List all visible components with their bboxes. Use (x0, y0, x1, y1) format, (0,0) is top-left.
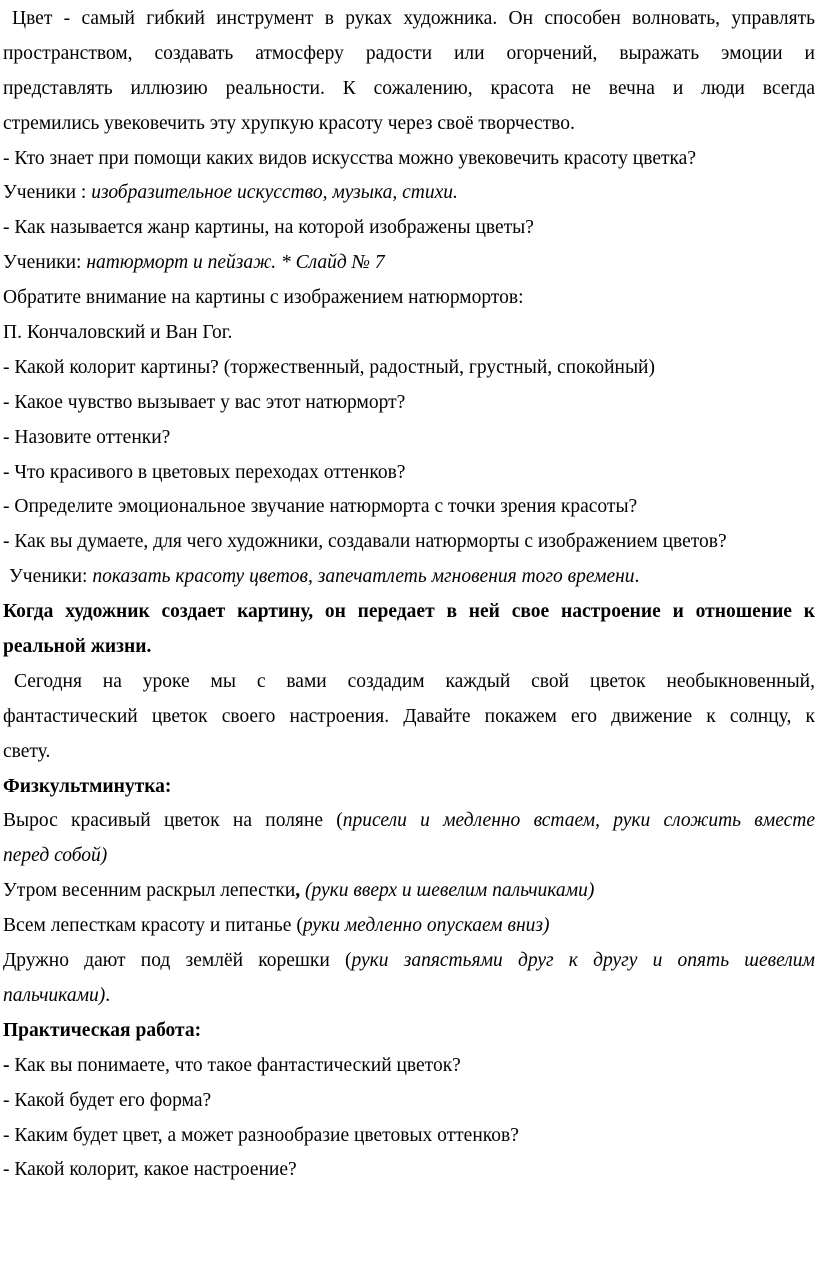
fizkult-heading-text: Физкультминутка: (3, 775, 172, 797)
question-1: - Кто знает при помощи каких видов искусства можно увековечить красоту цветка? (3, 147, 696, 169)
fizkult-row-4b-end: . (105, 984, 111, 1006)
answer-2 (3, 246, 815, 281)
practice-question-1-dash: - (3, 1054, 10, 1076)
question-2: - Как называется жанр картины, на которой изображены цветы? (3, 217, 534, 239)
fizkult-row-1-text: Вырос красивый цветок на поляне ( (3, 810, 343, 832)
practice-question-4: - Какой колорит, какое настроение? (3, 1159, 297, 1181)
answer-3-end: . (634, 566, 640, 588)
question-why: - Как вы думаете, для чего художники, создавали натюрморты с изображением цветов? (3, 531, 727, 553)
intro-line-4: стремились увековечить эту хрупкую красоту через своё творчество. (3, 112, 575, 134)
fizkult-row-4-action: руки запястьями друг к другу и опять шевелим (351, 950, 815, 972)
practice-heading-text: Практическая работа: (3, 1019, 202, 1041)
note-line-1: Обратите внимание на картины с изображением натюрмортов: (3, 287, 524, 309)
fizkult-row-4b (3, 979, 815, 1014)
answer-1-prefix: Ученики : (3, 182, 92, 204)
question-emotion: - Определите эмоциональное звучание натюрморта с точки зрения красоты? (3, 496, 638, 518)
bold-statement-line-2 (3, 630, 815, 665)
fizkult-row-3-action: руки медленно опускаем вниз) (302, 915, 550, 937)
fizkult-row-4 (3, 944, 815, 979)
answer-1 (3, 176, 815, 211)
bold-statement-text-1: Когда художник создает картину, он передает в ней свое настроение и отношение к (3, 601, 815, 623)
fizkult-row-2-comma: , (295, 880, 301, 902)
intro-line-2: пространством, создавать атмосферу радости или огорчений, выражать эмоции и (3, 42, 815, 64)
question-shades: - Назовите оттенки? (3, 426, 171, 448)
note-line-2: П. Кончаловский и Ван Гог. (3, 322, 233, 344)
answer-1-text: изобразительное искусство, музыка, стихи. (91, 182, 458, 204)
practice-heading (3, 1014, 815, 1049)
today-line-1: Сегодня на уроке мы с вами создадим каждый свой цветок необыкновенный, (14, 670, 815, 692)
intro-line-1: Цвет - самый гибкий инструмент в руках художника. Он способен волновать, управлять (12, 8, 815, 29)
fizkult-row-1-action: присели и медленно встаем, руки сложить вместе (342, 810, 815, 832)
fizkult-row-3-text: Всем лепесткам красоту и питанье ( (3, 915, 303, 937)
question-colorit: - Какой колорит картины? (торжественный, радостный, грустный, спокойный) (3, 356, 655, 378)
answer-3-text: показать красоту цветов, запечатлеть мгновения того времени (92, 566, 635, 588)
question-transitions: - Что красивого в цветовых переходах оттенков? (3, 461, 406, 483)
practice-question-1 (3, 1049, 815, 1084)
today-line-3: свету. (3, 740, 51, 762)
answer-3 (3, 560, 815, 595)
fizkult-row-2-text: Утром весенним раскрыл лепестки (3, 880, 296, 902)
fizkult-row-2 (3, 874, 815, 909)
practice-question-2: - Какой будет его форма? (3, 1089, 212, 1111)
intro-line-3: представлять иллюзию реальности. К сожалению, красота не вечна и люди всегда (3, 77, 815, 99)
practice-question-1-text: Как вы понимаете, что такое фантастический цветок? (9, 1054, 461, 1076)
fizkult-row-1b (3, 839, 815, 874)
fizkult-row-1 (3, 804, 815, 839)
fizkult-heading (3, 770, 815, 805)
today-line-2: фантастический цветок своего настроения. Давайте покажем его движение к солнцу, к (3, 705, 815, 727)
practice-question-3: - Каким будет цвет, а может разнообразие цветовых оттенков? (3, 1124, 519, 1146)
fizkult-row-4b-action: пальчиками) (3, 984, 106, 1006)
fizkult-row-1b-action: перед собой) (3, 845, 108, 867)
answer-2-text: натюрморт и пейзаж. * Слайд № 7 (86, 252, 385, 274)
question-feeling: - Какое чувство вызывает у вас этот натюрморт? (3, 391, 406, 413)
fizkult-row-4-text: Дружно дают под землёй корешки ( (3, 950, 352, 972)
fizkult-row-2-action: (руки вверх и шевелим пальчиками) (300, 880, 595, 902)
bold-statement-line-1 (3, 595, 815, 630)
answer-2-prefix: Ученики: (3, 252, 87, 274)
bold-statement-text-2: реальной жизни. (3, 636, 152, 658)
fizkult-row-3 (3, 909, 815, 944)
answer-3-prefix: Ученики: (9, 566, 93, 588)
